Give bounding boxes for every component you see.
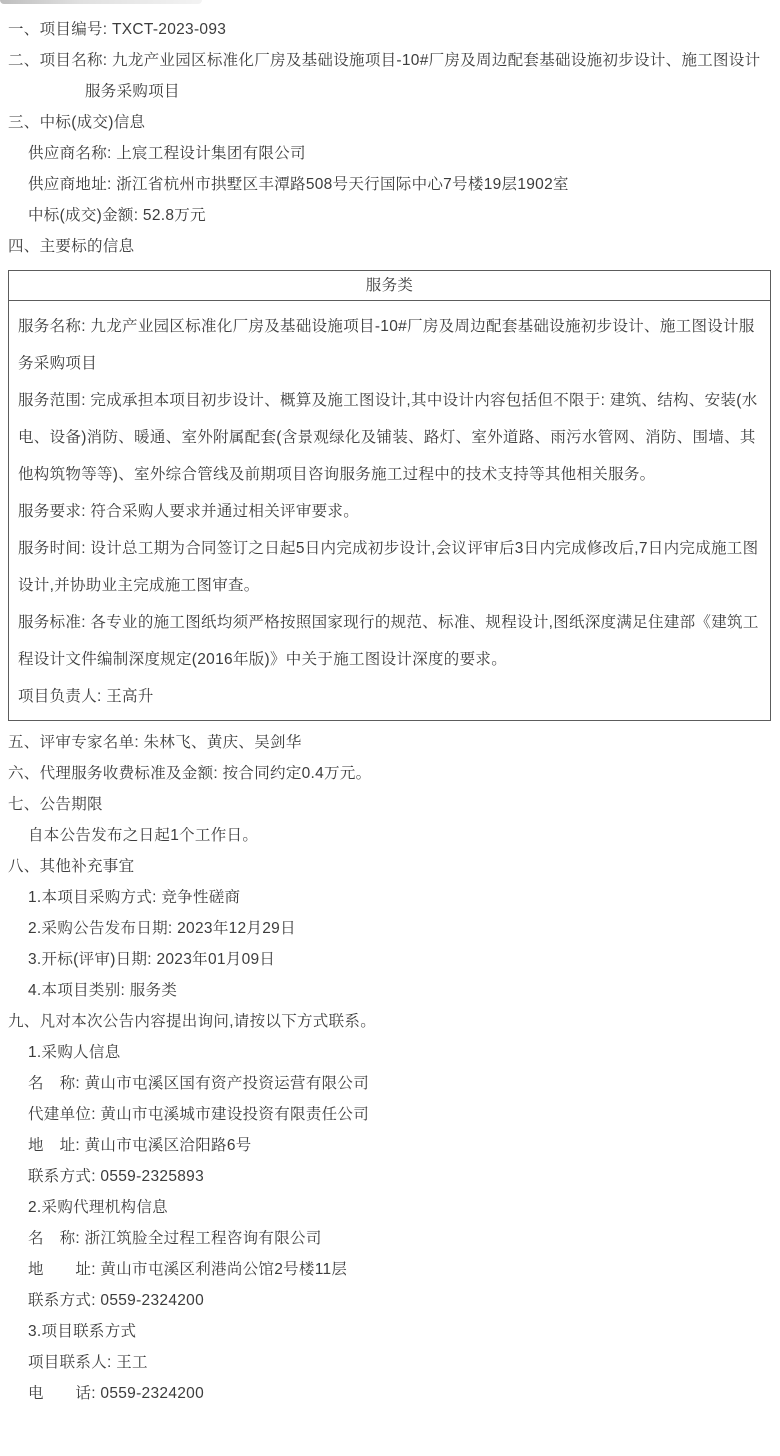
service-time-row: 服务时间: 设计总工期为合同签订之日起5日内完成初步设计,会议评审后3日内完成修改后,7日内完成施工图设计,并协助业主完成施工图审查。 [18, 540, 759, 594]
line-agency-name: 名 称: 浙江筑脸全过程工程咨询有限公司 [28, 1230, 322, 1247]
line-other-matters-heading: 八、其他补充事宜 [8, 858, 135, 875]
service-require-row: 服务要求: 符合采购人要求并通过相关评审要求。 [18, 503, 360, 520]
service-scope-row: 服务范围: 完成承担本项目初步设计、概算及施工图设计,其中设计内容包括但不限于: 建筑、结构、安装(水电、设备)消防、暖通、室外附属配套(含景观绿化及铺装、路灯、室外道路、雨污水管网、消防、围墙、其他构筑物等等)、室外综合管线及前期项目咨询服务施工过程中的技术支持等其他相关服务。 [18, 392, 758, 483]
line-supplier-name: 供应商名称: 上宸工程设计集团有限公司 [28, 145, 306, 162]
line-purchaser-contact: 联系方式: 0559-2325893 [28, 1168, 204, 1185]
line-announcement-date: 2.采购公告发布日期: 2023年12月29日 [28, 920, 296, 937]
line-project-number: 一、项目编号: TXCT-2023-093 [8, 21, 227, 38]
line-purchaser-info-heading: 1.采购人信息 [28, 1044, 121, 1061]
line-award-amount: 中标(成交)金额: 52.8万元 [28, 207, 206, 224]
line-agency-fee: 六、代理服务收费标准及金额: 按合同约定0.4万元。 [8, 765, 372, 782]
line-supplier-address: 供应商地址: 浙江省杭州市拱墅区丰潭路508号天行国际中心7号楼19层1902室 [28, 176, 569, 193]
service-table [8, 270, 771, 721]
line-award-info-heading: 三、中标(成交)信息 [8, 114, 146, 131]
line-purchaser-name: 名 称: 黄山市屯溪区国有资产投资运营有限公司 [28, 1075, 370, 1092]
line-project-contact-heading: 3.项目联系方式 [28, 1323, 137, 1340]
line-notice-period: 自本公告发布之日起1个工作日。 [28, 827, 259, 844]
line-purchaser-address: 地 址: 黄山市屯溪区洽阳路6号 [28, 1137, 252, 1154]
service-standard-row: 服务标准: 各专业的施工图纸均须严格按照国家现行的规范、标准、规程设计,图纸深度满足住建部《建筑工程设计文件编制深度规定(2016年版)》中关于施工图设计深度的要求。 [18, 614, 759, 668]
project-leader-row: 项目负责人: 王高升 [18, 688, 154, 705]
line-notice-period-heading: 七、公告期限 [8, 796, 103, 813]
line-construction-agent: 代建单位: 黄山市屯溪城市建设投资有限责任公司 [28, 1106, 370, 1123]
line-agency-info-heading: 2.采购代理机构信息 [28, 1199, 168, 1216]
line-bid-opening-date: 3.开标(评审)日期: 2023年01月09日 [28, 951, 276, 968]
line-contact-intro-heading: 九、凡对本次公告内容提出询问,请按以下方式联系。 [8, 1013, 377, 1030]
line-project-contact-person: 项目联系人: 王工 [28, 1354, 148, 1371]
line-main-subject-heading: 四、主要标的信息 [8, 238, 135, 255]
cropped-ui-fragment [0, 0, 202, 4]
line-procurement-method: 1.本项目采购方式: 竞争性磋商 [28, 889, 241, 906]
line-project-phone: 电 话: 0559-2324200 [28, 1385, 204, 1402]
line-agency-address: 地 址: 黄山市屯溪区利港尚公馆2号楼11层 [28, 1261, 348, 1278]
line-expert-list: 五、评审专家名单: 朱林飞、黄庆、吴剑华 [8, 734, 302, 751]
service-name-row: 服务名称: 九龙产业园区标准化厂房及基础设施项目-10#厂房及周边配套基础设施初步设计、施工图设计服务采购项目 [18, 318, 755, 372]
service-table-header: 服务类 [9, 271, 770, 301]
line-project-category: 4.本项目类别: 服务类 [28, 982, 178, 999]
line-agency-contact: 联系方式: 0559-2324200 [28, 1292, 204, 1309]
line-project-name: 二、项目名称: 九龙产业园区标准化厂房及基础设施项目-10#厂房及周边配套基础设施初步设计、施工图设计服务采购项目 [8, 52, 761, 100]
service-table-body [9, 301, 770, 720]
